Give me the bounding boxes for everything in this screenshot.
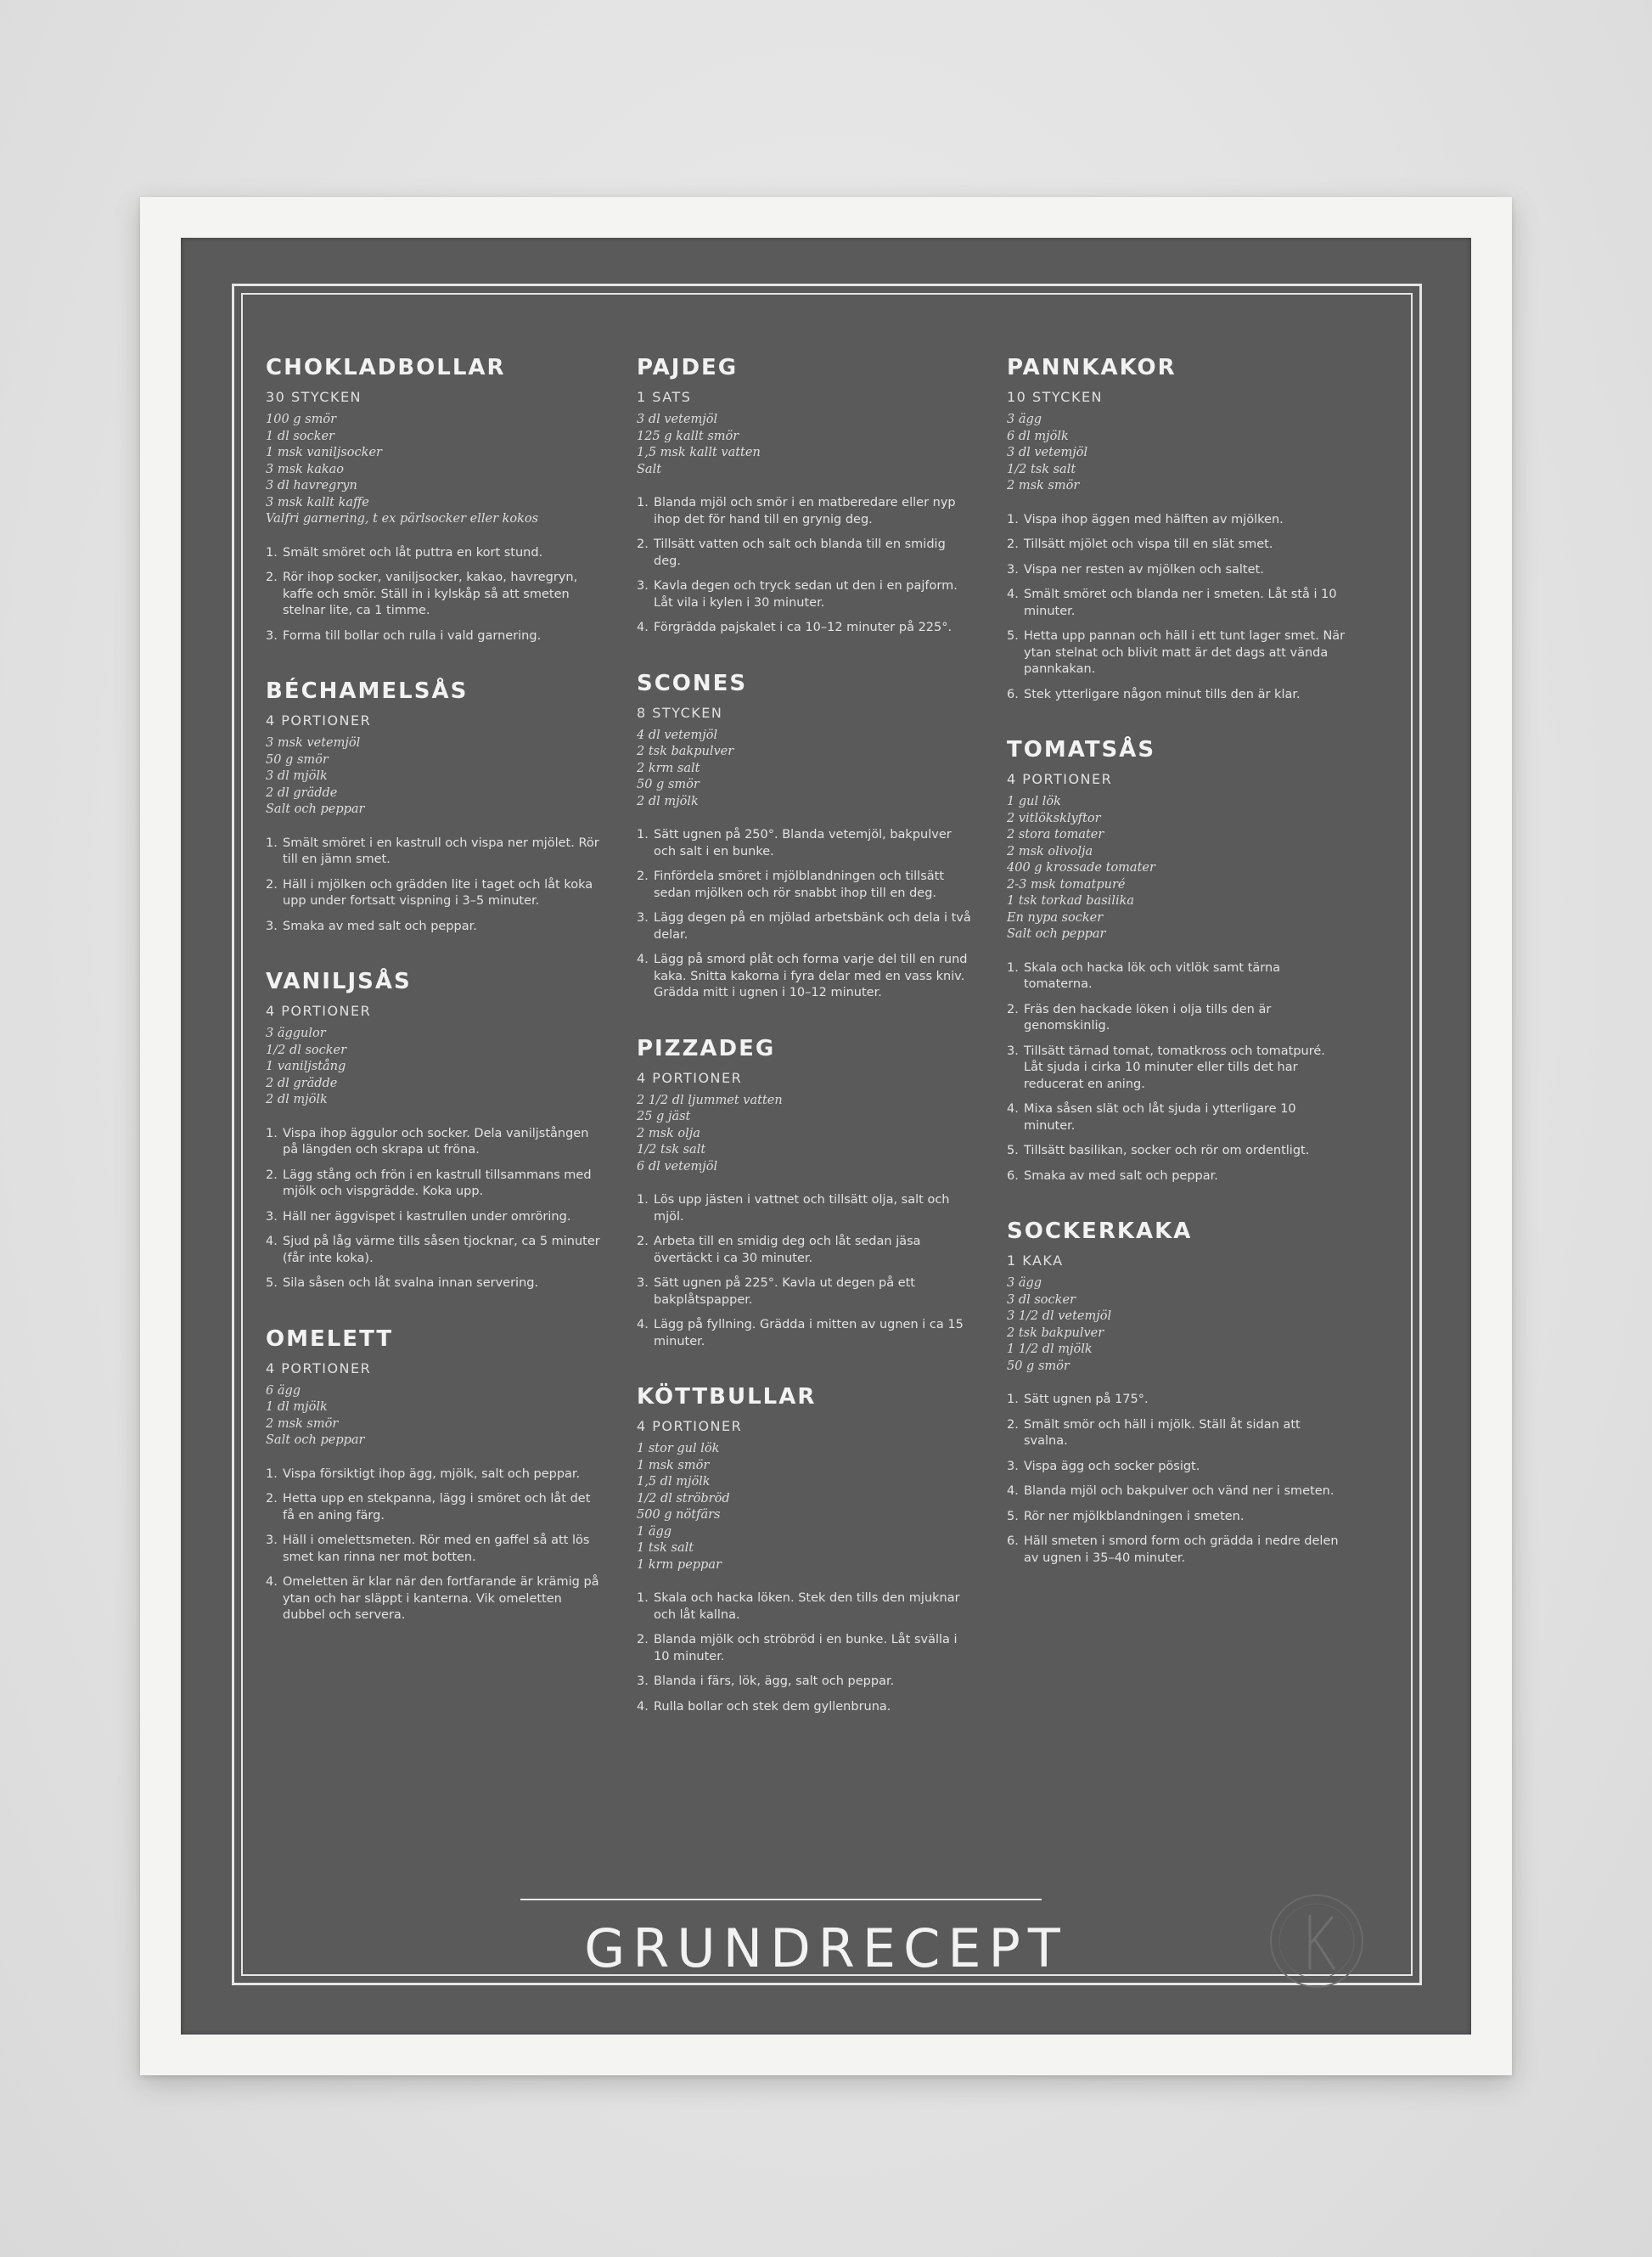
step-item [637,1590,976,1624]
step-item [637,910,976,943]
ingredient-item: 6 ägg [266,1383,301,1398]
recipe-card [266,355,605,644]
step-number: 6. [1007,1168,1019,1183]
ingredient-item: 1 dl mjölk [266,1400,328,1414]
ingredient-item: 3 msk vetemjöl [266,736,361,750]
step-number: 2. [637,538,649,551]
ingredient-item: 2 krm salt [637,761,700,775]
step-number: 2. [637,870,649,883]
step-text: Omeletten är klar när den fortfarande är krämig på ytan och har släppt i kanterna. Vik omeletten dubbel och servera. [283,1575,599,1622]
ingredient-item: 2 dl mjölk [637,794,699,808]
step-item [266,1168,605,1201]
step-text: Hetta upp pannan och häll i ett tunt lager smet. När ytan stelnat och blivit matt är det dags att vända pannkakan. [1024,629,1346,676]
step-text: Smält smöret och blanda ner i smeten. Låt stå i 10 minuter. [1024,588,1337,618]
step-list [637,1192,976,1350]
step-text: Blanda mjöl och smör i en matberedare eller nyp ihop det för hand till en grynig deg. [654,496,956,526]
step-text: Lägg på smord plåt och forma varje del till en rund kaka. Snitta kakorna i fyra delar med en vass kniv. Grädda mitt i ugnen i 10–12 minuter. [654,953,968,999]
step-number: 3. [637,911,649,925]
step-item [1007,1534,1346,1567]
step-list [1007,512,1346,704]
ingredient-item: 2 1/2 dl ljummet vatten [637,1093,783,1107]
ingredient-item: 2 msk smör [266,1416,339,1431]
ingredient-item: 1 stor gul lök [637,1442,720,1455]
step-item [266,1126,605,1159]
ingredient-list [1007,412,1346,495]
step-number: 3. [1007,1044,1019,1058]
ingredient-item: 3 äggulor [266,1027,326,1040]
ingredient-item: 3 dl vetemjöl [637,413,718,426]
recipe-yield: 4 PORTIONER [266,1003,372,1019]
ingredient-item: 2 dl grädde [266,785,338,800]
recipe-card [637,355,976,637]
step-text: Tillsätt basilikan, socker och rör om ordentligt. [1024,1144,1310,1157]
step-text: Tillsätt mjölet och vispa till en slät smet. [1024,538,1273,551]
step-number: 4. [1007,1102,1019,1116]
step-item [1007,587,1346,620]
step-item [637,869,976,902]
recipe-title: SOCKERKAKA [1007,1219,1193,1244]
step-number: 1. [266,545,278,560]
step-item [637,495,976,528]
step-number: 3. [637,1276,649,1290]
recipe-title: VANILJSÅS [266,969,412,994]
recipe-column-2 [637,355,976,1749]
ingredient-item: 1 krm peppar [637,1557,722,1572]
ingredient-item: 3 dl socker [1007,1292,1076,1307]
step-text: Blanda mjöl och bakpulver och vänd ner i smeten. [1024,1484,1335,1498]
ingredient-item: 2 tsk bakpulver [637,745,734,758]
step-number: 4. [266,1575,278,1589]
step-text: Sjud på låg värme tills såsen tjocknar, ca 5 minuter (får inte koka). [283,1235,600,1265]
ingredient-item: 6 dl mjölk [1007,429,1069,443]
step-number: 2. [1007,538,1019,551]
recipe-title: PAJDEG [637,355,739,380]
step-text: Smaka av med salt och peppar. [283,919,477,933]
step-text: Lägg på fyllning. Grädda i mitten av ugnen i ca 15 minuter. [654,1318,964,1348]
step-text: Sätt ugnen på 250°. Blanda vetemjöl, bakpulver och salt i en bunke. [654,828,952,858]
ingredient-item: 1 dl socker [266,429,334,443]
ingredient-item: 1,5 dl mjölk [637,1475,711,1489]
ingredient-list [1007,794,1346,943]
recipe-title: PIZZADEG [637,1035,776,1061]
step-item [1007,960,1346,993]
step-item [266,836,605,869]
ingredient-list [1007,1275,1346,1375]
step-item [1007,1459,1346,1476]
poster-title: GRUNDRECEPT [584,1917,1068,1979]
step-number: 6. [1007,1534,1019,1548]
ingredient-item: 2 stora tomater [1007,828,1104,841]
recipe-yield: 1 KAKA [1007,1252,1064,1269]
ingredient-item: 3 msk kakao [266,462,345,476]
step-text: Vispa ner resten av mjölken och saltet. [1024,562,1264,577]
recipe-yield: 4 PORTIONER [637,1418,743,1434]
ingredient-item: Salt och peppar [266,802,365,816]
ingredient-item: 1 msk smör [637,1458,710,1472]
step-text: Stek ytterligare någon minut tills den är klar. [1024,687,1301,701]
ingredient-item: 3 ägg [1007,1276,1042,1290]
recipe-card [637,1036,976,1351]
step-number: 4. [1007,588,1019,601]
step-number: 1. [266,1466,278,1481]
recipe-title: SCONES [637,670,748,696]
step-item [637,1674,976,1691]
ingredient-item: 1/2 tsk salt [1007,462,1076,476]
step-number: 1. [637,1591,649,1605]
step-item [266,628,605,645]
step-text: Vispa ihop äggulor och socker. Dela vaniljstången på längden och skrapa ut fröna. [283,1126,589,1157]
step-text: Smält smöret i en kastrull och vispa ner mjölet. Rör till en jämn smet. [283,836,599,866]
recipe-title: BÉCHAMELSÅS [266,678,469,704]
ingredient-list [266,735,605,819]
ingredient-item: Valfri garnering, t ex pärlsocker eller kokos [266,512,539,526]
recipe-title: PANNKAKOR [1007,355,1177,380]
step-item [266,1234,605,1267]
step-text: Skala och hacka löken. Stek den tills den mjuknar och låt kallna. [654,1591,960,1622]
step-number: 4. [637,1699,649,1714]
recipe-title: CHOKLADBOLLAR [266,355,506,380]
step-number: 1. [637,828,649,841]
step-list [637,495,976,637]
ingredient-item: 25 g jäst [637,1110,691,1123]
recipe-card [637,671,976,1002]
step-text: Blanda i färs, lök, ägg, salt och peppar. [654,1674,895,1688]
step-item [1007,512,1346,529]
step-item [266,1574,605,1624]
step-text: Smält smör och häll i mjölk. Ställ åt sidan att svalna. [1024,1417,1301,1448]
recipe-card [266,969,605,1292]
ingredient-item: 3 dl mjölk [266,769,328,783]
ingredient-item: 500 g nötfärs [637,1508,721,1522]
recipe-yield: 4 PORTIONER [266,712,372,729]
ingredient-item: 1 1/2 dl mjölk [1007,1342,1093,1356]
recipe-title: TOMATSÅS [1007,737,1156,763]
recipe-title: KÖTTBULLAR [637,1384,817,1410]
ingredient-list [637,1441,976,1573]
step-text: Mixa såsen slät och låt sjuda i ytterligare 10 minuter. [1024,1102,1296,1133]
recipe-yield: 4 PORTIONER [266,1359,372,1376]
step-number: 3. [266,1209,278,1224]
ingredient-item: 50 g smör [1007,1359,1070,1373]
step-item [637,952,976,1002]
recipe-column-3 [1007,355,1346,1601]
recipe-yield: 1 SATS [637,389,692,405]
step-list [1007,960,1346,1185]
recipe-column-1 [266,355,605,1658]
step-text: Häll ner äggvispet i kastrullen under omröring. [283,1209,571,1224]
step-list [266,1126,605,1292]
ingredient-item: 3 msk kallt kaffe [266,495,369,509]
recipe-title: OMELETT [266,1325,394,1352]
ingredient-item: 400 g krossade tomater [1007,861,1155,875]
recipe-yield: 30 STYCKEN [266,389,362,405]
ingredient-item: 50 g smör [637,778,700,791]
recipe-yield: 4 PORTIONER [1007,771,1113,787]
recipe-card [266,678,605,935]
step-item [1007,687,1346,704]
ingredient-item: 2 dl grädde [266,1076,338,1090]
step-number: 1. [1007,1393,1019,1406]
step-text: Tillsätt vatten och salt och blanda till en smidig deg. [654,538,946,568]
recipe-card [1007,355,1346,703]
ingredient-item: 1 ägg [637,1524,672,1539]
step-number: 2. [1007,1417,1019,1432]
step-number: 2. [266,1492,278,1506]
ingredient-item: 125 g kallt smör [637,429,739,443]
ingredient-item: 4 dl vetemjöl [637,728,718,742]
ingredient-item: 1 tsk salt [637,1541,694,1555]
step-text: Häll i omelettsmeten. Rör med en gaffel så att lös smet kan rinna ner mot botten. [283,1534,590,1564]
ingredient-item: 1 msk vaniljsocker [266,446,382,459]
step-number: 4. [266,1235,278,1248]
step-item [1007,1417,1346,1450]
step-list [266,1466,605,1624]
step-item [637,827,976,860]
ingredient-item: 2 msk olja [637,1126,700,1140]
step-text: Rör ihop socker, vaniljsocker, kakao, havregryn, kaffe och smör. Ställ in i kylskåp så att smeten stelnar lite, ca 1 timme. [283,571,578,617]
step-number: 1. [1007,960,1019,975]
ingredient-list [637,412,976,478]
ingredient-item: 2 vitlöksklyftor [1007,811,1101,825]
step-item [637,1699,976,1716]
step-list [266,545,605,645]
ingredient-list [266,1026,605,1109]
ingredient-item: 1/2 dl socker [266,1043,347,1057]
step-text: Rör ner mjölkblandningen i smeten. [1024,1509,1245,1523]
step-number: 5. [1007,629,1019,643]
ingredient-item: 1 tsk torkad basilika [1007,894,1135,908]
step-text: Blanda mjölk och ströbröd i en bunke. Låt svälla i 10 minuter. [654,1633,958,1663]
step-text: Sila såsen och låt svalna innan servering. [283,1276,539,1290]
ingredient-item: 1 gul lök [1007,795,1061,808]
step-item [637,1234,976,1267]
step-number: 2. [637,1235,649,1248]
step-number: 3. [266,628,278,643]
step-number: 5. [1007,1509,1019,1523]
step-list [637,1590,976,1715]
step-number: 5. [266,1276,278,1290]
step-text: Lägg stång och frön i en kastrull tillsammans med mjölk och vispgrädde. Koka upp. [283,1168,592,1198]
step-item [1007,1483,1346,1500]
recipe-card [1007,1219,1346,1567]
picture-frame [140,197,1512,2075]
step-number: 2. [266,1168,278,1182]
ingredient-item: 2 dl mjölk [266,1093,328,1106]
step-number: 1. [637,1193,649,1207]
ingredient-item: Salt och peppar [1007,927,1106,941]
recipe-card [637,1384,976,1715]
step-text: Vispa ägg och socker pösigt. [1024,1459,1200,1473]
step-text: Sätt ugnen på 175°. [1024,1393,1149,1406]
step-item [637,1192,976,1225]
step-item [266,1533,605,1566]
step-item [1007,1143,1346,1160]
step-item [266,1466,605,1483]
step-text: Förgrädda pajskalet i ca 10–12 minuter på 225°. [654,621,952,634]
step-number: 2. [1007,1002,1019,1016]
step-item [1007,1168,1346,1185]
ingredient-item: 2 msk olivolja [1007,844,1093,858]
step-text: Forma till bollar och rulla i vald garnering. [283,628,542,643]
step-number: 1. [266,1126,278,1140]
step-text: Häll i mjölken och grädden lite i taget och låt koka upp under fortsatt vispning i 3–5 minuter. [283,877,593,908]
step-text: Kavla degen och tryck sedan ut den i en pajform. Låt vila i kylen i 30 minuter. [654,579,958,610]
step-item [1007,562,1346,579]
step-item [637,620,976,637]
step-item [1007,1002,1346,1035]
step-list [1007,1392,1346,1567]
ingredient-item: 3 dl vetemjöl [1007,446,1088,459]
step-number: 3. [637,1674,649,1688]
step-item [1007,1509,1346,1526]
step-list [266,836,605,936]
ingredient-item: 3 ägg [1007,413,1042,426]
step-text: Finfördela smöret i mjölblandningen och tillsätt sedan mjölken och rör snabbt ihop till en deg. [654,870,945,900]
step-item [637,578,976,611]
step-text: Vispa ihop äggen med hälften av mjölken. [1024,512,1284,526]
step-number: 4. [1007,1484,1019,1498]
ingredient-item: Salt och peppar [266,1433,365,1447]
recipe-yield: 10 STYCKEN [1007,389,1104,405]
ingredient-list [637,1093,976,1176]
step-text: Smält smöret och låt puttra en kort stund. [283,545,543,560]
step-text: Lös upp jästen i vattnet och tillsätt olja, salt och mjöl. [654,1193,950,1224]
ingredient-item: 100 g smör [266,413,337,426]
step-item [266,877,605,910]
recipe-card [1007,737,1346,1185]
ingredient-item: 1 vaniljstång [266,1060,346,1073]
step-number: 4. [637,1318,649,1331]
step-item [637,1632,976,1665]
step-item [1007,1101,1346,1134]
step-text: Hetta upp en stekpanna, lägg i smöret och låt det få en aning färg. [283,1492,591,1522]
step-text: Smaka av med salt och peppar. [1024,1168,1218,1183]
ingredient-item: 2 msk smör [1007,479,1080,492]
step-text: Arbeta till en smidig deg och låt sedan jäsa övertäckt i ca 30 minuter. [654,1235,921,1265]
step-item [1007,1392,1346,1409]
step-item [266,570,605,620]
step-item [637,1317,976,1350]
step-number: 2. [637,1633,649,1646]
ingredient-list [266,1383,605,1449]
ingredient-list [266,412,605,528]
step-item [266,545,605,562]
step-text: Fräs den hackade löken i olja tills den är genomskinlig. [1024,1002,1272,1033]
step-text: Tillsätt tärnad tomat, tomatkross och tomatpuré. Låt sjuda i cirka 10 minuter eller tills det har reducerat en aning. [1024,1044,1325,1091]
ingredient-item: 3 dl havregryn [266,479,357,492]
step-number: 3. [1007,562,1019,577]
ingredient-list [637,728,976,811]
step-item [637,537,976,570]
step-item [1007,537,1346,554]
recipe-yield: 4 PORTIONER [637,1069,743,1086]
step-number: 1. [266,836,278,850]
step-text: Sätt ugnen på 225°. Kavla ut degen på ett bakplåtspapper. [654,1276,915,1307]
recipe-yield: 8 STYCKEN [637,704,723,721]
step-item [266,1209,605,1226]
step-number: 6. [1007,687,1019,701]
step-item [1007,1044,1346,1094]
step-text: Rulla bollar och stek dem gyllenbruna. [654,1699,891,1714]
ingredient-item: 50 g smör [266,752,329,767]
step-item [266,1275,605,1292]
step-text: Skala och hacka lök och vitlök samt tärna tomaterna. [1024,960,1281,991]
step-number: 3. [266,1534,278,1547]
step-item [637,1275,976,1309]
ingredient-item: 1/2 tsk salt [637,1143,706,1157]
ingredient-item: 6 dl vetemjöl [637,1159,718,1174]
step-item [1007,628,1346,678]
ingredient-item: 2 tsk bakpulver [1007,1325,1104,1340]
ingredient-item: 3 1/2 dl vetemjöl [1007,1309,1112,1323]
step-number: 4. [637,621,649,634]
step-number: 3. [637,579,649,593]
step-item [266,919,605,936]
step-number: 3. [1007,1459,1019,1473]
step-text: Lägg degen på en mjölad arbetsbänk och dela i två delar. [654,911,971,942]
step-number: 5. [1007,1144,1019,1157]
step-list [637,827,976,1002]
ingredient-item: 1/2 dl ströbröd [637,1491,730,1506]
recipe-poster [181,238,1471,2035]
ingredient-item: 1,5 msk kallt vatten [637,446,761,459]
ingredient-item: En nypa socker [1007,910,1104,925]
ingredient-item: 2-3 msk tomatpuré [1007,877,1126,892]
recipe-card [266,1326,605,1624]
ingredient-item: Salt [637,462,662,476]
step-number: 1. [637,496,649,509]
step-number: 2. [266,571,278,584]
step-number: 2. [266,877,278,892]
step-text: Vispa försiktigt ihop ägg, mjölk, salt och peppar. [283,1466,581,1481]
step-number: 3. [266,919,278,933]
step-number: 4. [637,953,649,966]
step-number: 1. [1007,512,1019,526]
title-divider [520,1899,1042,1900]
step-item [266,1491,605,1524]
monogram-k-logo-icon [1266,1890,1368,1992]
step-text: Häll smeten i smord form och grädda i nedre delen av ugnen i 35–40 minuter. [1024,1534,1339,1565]
